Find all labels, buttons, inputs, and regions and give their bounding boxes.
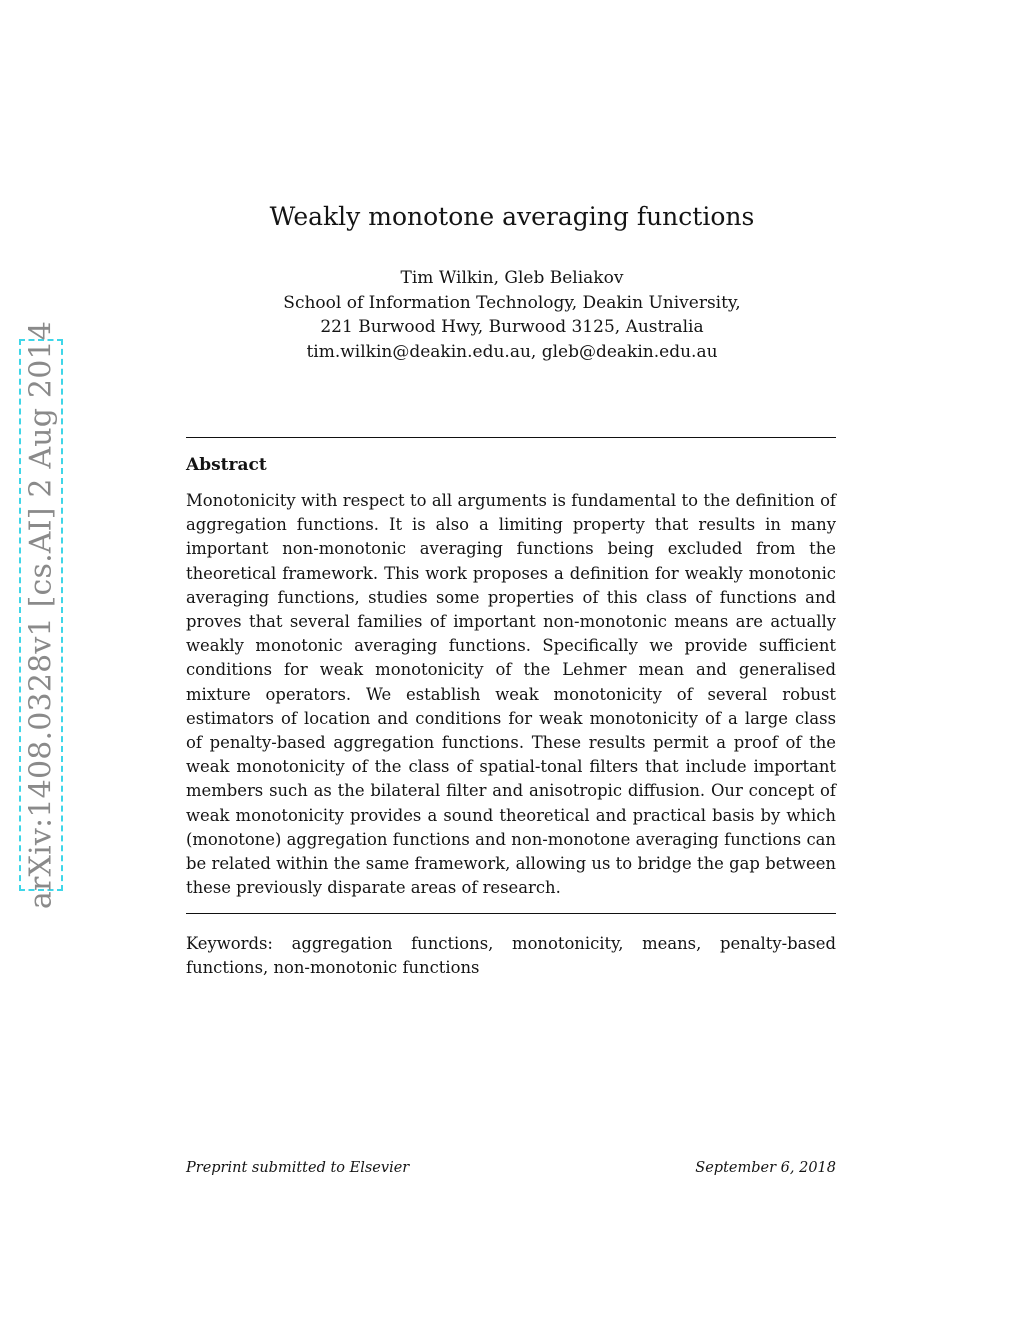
abstract-top-rule xyxy=(186,437,836,438)
affiliation-line-2: 221 Burwood Hwy, Burwood 3125, Australia xyxy=(320,317,704,337)
abstract-heading: Abstract xyxy=(186,455,267,475)
author-emails[interactable]: tim.wilkin@deakin.edu.au, gleb@deakin.edu.au xyxy=(306,341,718,362)
author-names: Tim Wilkin, Gleb Beliakov xyxy=(400,268,624,288)
arxiv-identifier[interactable]: arXiv:1408.0328v1 [cs.AI] 2 Aug 2014 xyxy=(23,320,59,910)
arxiv-stamp xyxy=(19,320,63,910)
footer-preprint-note: Preprint submitted to Elsevier xyxy=(186,1160,410,1176)
abstract-bottom-rule xyxy=(186,913,836,914)
paper-title: Weakly monotone averaging functions xyxy=(269,202,755,231)
keywords: Keywords: aggregation functions, monotonicity, means, penalty-based functions, non-monotonic functions xyxy=(186,934,836,978)
abstract-text: Monotonicity with respect to all arguments is fundamental to the definition of aggregation functions. It is also a limiting property that results in many important non-monotonic averaging functions being excluded from the theoretical framework. This work proposes a definition for weakly monotonic averaging functions, studies some properties of this class of functions and proves that several families of important non-monotonic means are actually weakly monotonic averaging functions. Specifically we provide sufficient conditions for weak monotonicity of the Lehmer mean and generalised mixture operators. We establish weak monotonicity of several robust estimators of location and conditions for weak monotonicity of a large class of penalty-based aggregation functions. These results permit a proof of the weak monotonicity of the class of spatial-tonal filters that include important members such as the bilateral filter and anisotropic diffusion. Our concept of weak monotonicity provides a sound theoretical and practical basis by which (monotone) aggregation functions and non-monotone averaging functions can be related within the same framework, allowing us to bridge the gap between these previously disparate areas of research. xyxy=(186,491,836,898)
author-block xyxy=(0,266,1024,364)
footer-date: September 6, 2018 xyxy=(695,1160,836,1176)
affiliation-line-1: School of Information Technology, Deakin University, xyxy=(283,292,741,313)
